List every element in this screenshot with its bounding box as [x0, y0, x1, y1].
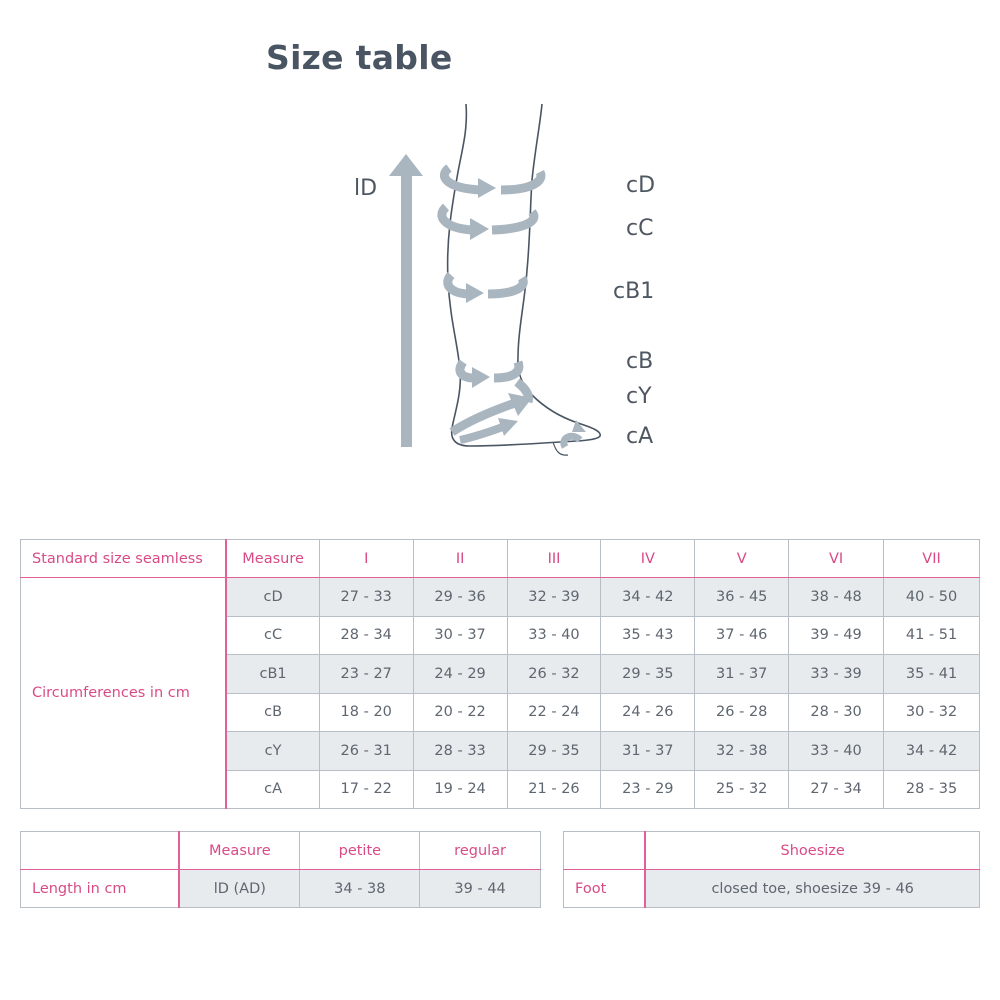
- value-cell: 39 - 49: [789, 616, 884, 655]
- value-cell: 21 - 26: [507, 770, 601, 809]
- page-title: Size table: [266, 38, 453, 77]
- label-cA: cA: [626, 424, 654, 449]
- value-cell: 25 - 32: [695, 770, 789, 809]
- value-cell: 32 - 38: [695, 732, 789, 771]
- label-cD: cD: [626, 173, 656, 198]
- value-cell: 24 - 26: [601, 693, 695, 732]
- label-cB: cB: [626, 349, 654, 374]
- measure-cell: cD: [226, 578, 319, 617]
- shoe-header-shoesize: Shoesize: [645, 832, 979, 870]
- value-cell: 27 - 34: [789, 770, 884, 809]
- header-size-III: III: [507, 540, 601, 578]
- value-cell: 28 - 35: [884, 770, 980, 809]
- value-cell: 20 - 22: [413, 693, 507, 732]
- value-cell: 26 - 28: [695, 693, 789, 732]
- header-standard-size: Standard size seamless: [21, 540, 227, 578]
- header-size-I: I: [319, 540, 413, 578]
- value-cell: 40 - 50: [884, 578, 980, 617]
- length-measure-cell: lD (AD): [179, 870, 300, 908]
- shoe-table-header: [564, 832, 980, 870]
- length-header-empty: [21, 832, 180, 870]
- value-cell: 35 - 41: [884, 655, 980, 694]
- value-cell: 17 - 22: [319, 770, 413, 809]
- value-cell: 33 - 40: [507, 616, 601, 655]
- value-cell: 28 - 34: [319, 616, 413, 655]
- measure-cell: cY: [226, 732, 319, 771]
- measure-cell: cB: [226, 693, 319, 732]
- value-cell: 30 - 37: [413, 616, 507, 655]
- value-cell: 35 - 43: [601, 616, 695, 655]
- value-cell: 29 - 35: [507, 732, 601, 771]
- value-cell: 18 - 20: [319, 693, 413, 732]
- measure-cell: cB1: [226, 655, 319, 694]
- value-cell: 31 - 37: [695, 655, 789, 694]
- value-cell: 28 - 33: [413, 732, 507, 771]
- value-cell: 24 - 29: [413, 655, 507, 694]
- label-lD: lD: [354, 176, 378, 201]
- value-cell: 33 - 39: [789, 655, 884, 694]
- cB1-circumference-icon: [448, 275, 524, 294]
- shoe-row-label: Foot: [564, 870, 646, 908]
- length-row-label: Length in cm: [21, 870, 180, 908]
- measure-cell: cC: [226, 616, 319, 655]
- row-group-circumferences: Circumferences in cm: [21, 578, 227, 809]
- value-cell: 26 - 31: [319, 732, 413, 771]
- value-cell: 34 - 42: [884, 732, 980, 771]
- table-row: [564, 870, 980, 908]
- value-cell: 27 - 33: [319, 578, 413, 617]
- value-cell: 23 - 27: [319, 655, 413, 694]
- header-size-II: II: [413, 540, 507, 578]
- value-cell: 36 - 45: [695, 578, 789, 617]
- value-cell: 19 - 24: [413, 770, 507, 809]
- label-cY: cY: [626, 384, 652, 409]
- value-cell: 38 - 48: [789, 578, 884, 617]
- table-row: [21, 870, 541, 908]
- length-petite-cell: 34 - 38: [300, 870, 420, 908]
- length-table-header: [21, 832, 541, 870]
- cC-circumference-icon: [442, 207, 534, 230]
- value-cell: 22 - 24: [507, 693, 601, 732]
- value-cell: 29 - 35: [601, 655, 695, 694]
- value-cell: 37 - 46: [695, 616, 789, 655]
- length-header-measure: Measure: [179, 832, 300, 870]
- value-cell: 28 - 30: [789, 693, 884, 732]
- measure-cell: cA: [226, 770, 319, 809]
- header-size-V: V: [695, 540, 789, 578]
- length-header-petite: petite: [300, 832, 420, 870]
- value-cell: 41 - 51: [884, 616, 980, 655]
- length-arrow-icon: [389, 154, 423, 447]
- table-row: [21, 578, 980, 617]
- label-cC: cC: [626, 216, 654, 241]
- header-size-VII: VII: [884, 540, 980, 578]
- shoe-table: [563, 831, 980, 908]
- length-regular-cell: 39 - 44: [420, 870, 541, 908]
- header-measure: Measure: [226, 540, 319, 578]
- size-table-header: [21, 540, 980, 578]
- size-table: [20, 539, 980, 809]
- cB-circumference-icon: [460, 362, 519, 378]
- value-cell: 23 - 29: [601, 770, 695, 809]
- value-cell: 34 - 42: [601, 578, 695, 617]
- label-cB1: cB1: [613, 279, 655, 304]
- value-cell: 29 - 36: [413, 578, 507, 617]
- header-size-IV: IV: [601, 540, 695, 578]
- length-header-regular: regular: [420, 832, 541, 870]
- value-cell: 30 - 32: [884, 693, 980, 732]
- cA-circumference-icon: [460, 418, 586, 447]
- value-cell: 31 - 37: [601, 732, 695, 771]
- shoe-header-empty: [564, 832, 646, 870]
- length-table: [20, 831, 541, 908]
- value-cell: 32 - 39: [507, 578, 601, 617]
- header-size-VI: VI: [789, 540, 884, 578]
- value-cell: 33 - 40: [789, 732, 884, 771]
- shoe-value-cell: closed toe, shoesize 39 - 46: [645, 870, 979, 908]
- value-cell: 26 - 32: [507, 655, 601, 694]
